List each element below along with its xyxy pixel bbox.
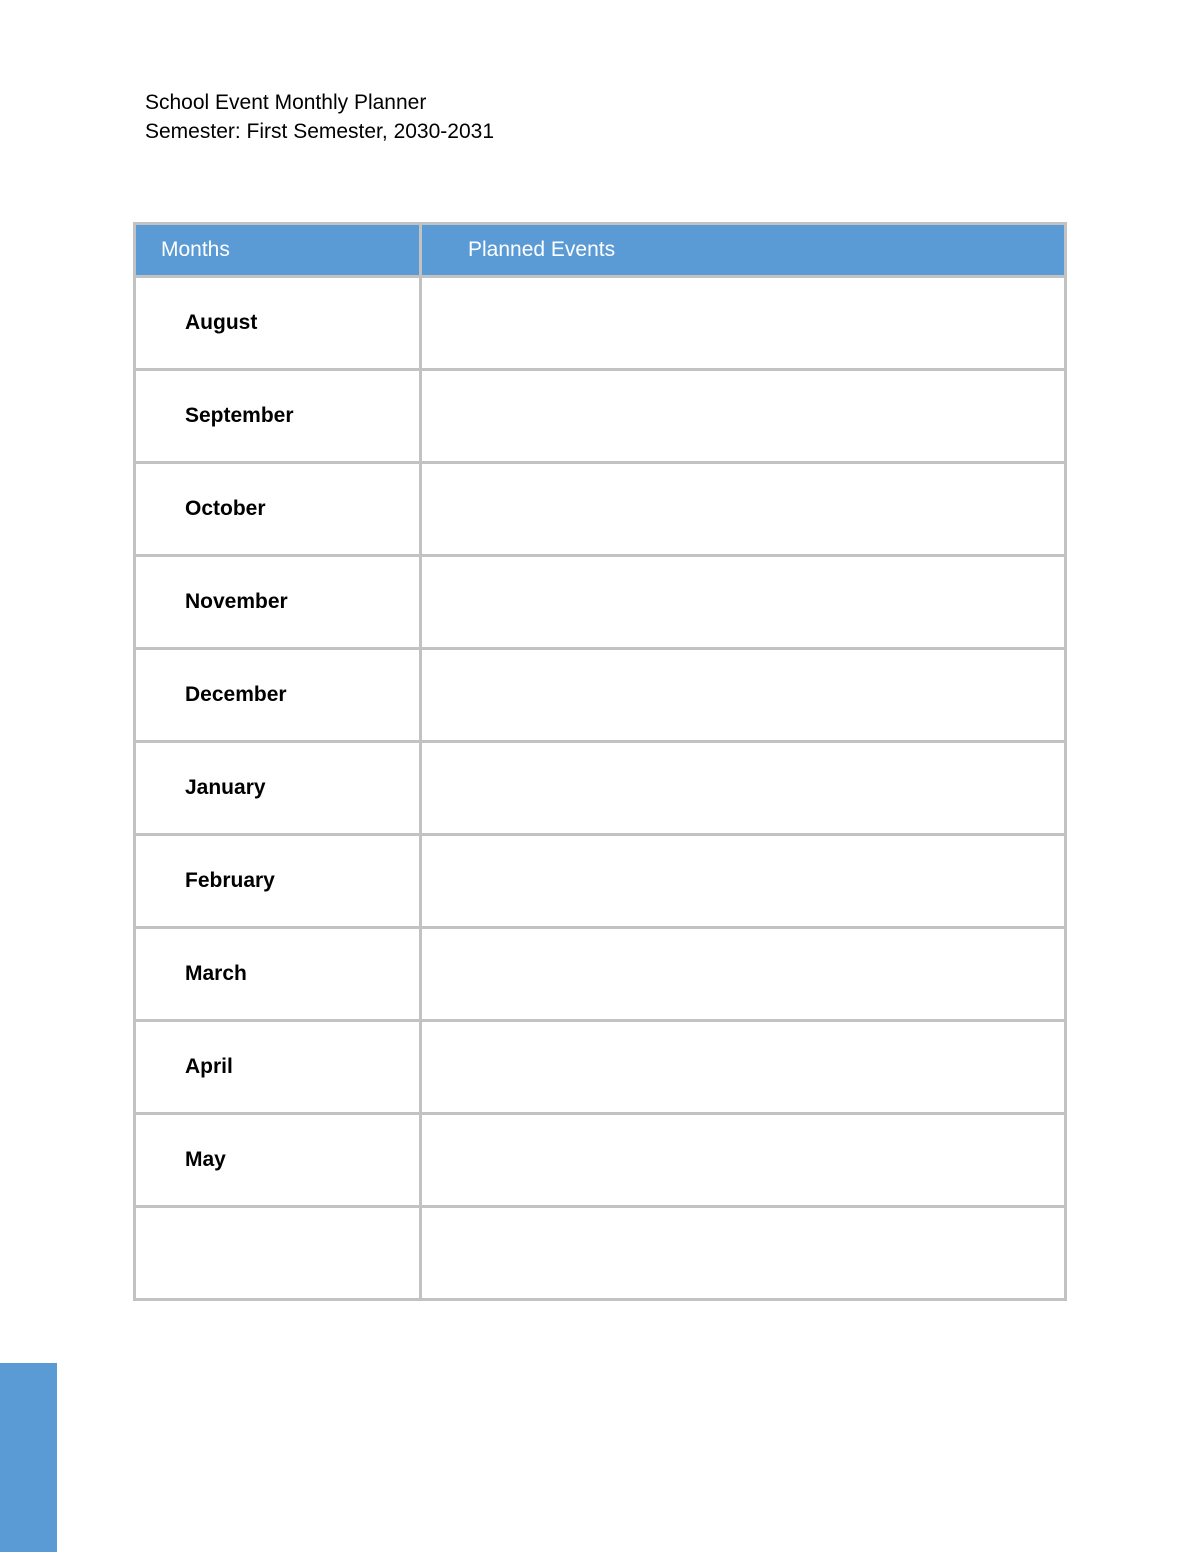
month-cell: April: [135, 1021, 421, 1114]
month-cell: October: [135, 463, 421, 556]
planner-table: [133, 222, 1067, 1301]
table-row: [135, 556, 1066, 649]
table-row: [135, 928, 1066, 1021]
events-cell[interactable]: [421, 835, 1066, 928]
month-cell: November: [135, 556, 421, 649]
semester-label: Semester: First Semester, 2030-2031: [145, 120, 494, 143]
table-header-row: [135, 224, 1066, 277]
events-cell[interactable]: [421, 370, 1066, 463]
table-row: [135, 463, 1066, 556]
events-cell[interactable]: [421, 1114, 1066, 1207]
table-row: [135, 742, 1066, 835]
table-row: [135, 835, 1066, 928]
events-cell[interactable]: [421, 742, 1066, 835]
month-cell: March: [135, 928, 421, 1021]
month-cell: September: [135, 370, 421, 463]
month-cell: January: [135, 742, 421, 835]
table-row: [135, 370, 1066, 463]
document-header: [145, 88, 494, 146]
events-cell[interactable]: [421, 1021, 1066, 1114]
page-title: School Event Monthly Planner: [145, 91, 427, 114]
month-cell: August: [135, 277, 421, 370]
events-cell[interactable]: [421, 1207, 1066, 1300]
events-cell[interactable]: [421, 928, 1066, 1021]
month-cell: December: [135, 649, 421, 742]
month-cell: February: [135, 835, 421, 928]
events-cell[interactable]: [421, 649, 1066, 742]
column-header-months: Months: [135, 224, 421, 277]
events-cell[interactable]: [421, 463, 1066, 556]
column-header-planned-events: Planned Events: [421, 224, 1066, 277]
table-row: [135, 1021, 1066, 1114]
side-accent-bar: [0, 1363, 57, 1552]
table-row: [135, 649, 1066, 742]
events-cell[interactable]: [421, 556, 1066, 649]
table-row: [135, 1207, 1066, 1300]
table-row: [135, 277, 1066, 370]
month-cell: May: [135, 1114, 421, 1207]
table-row: [135, 1114, 1066, 1207]
events-cell[interactable]: [421, 277, 1066, 370]
month-cell[interactable]: [135, 1207, 421, 1300]
